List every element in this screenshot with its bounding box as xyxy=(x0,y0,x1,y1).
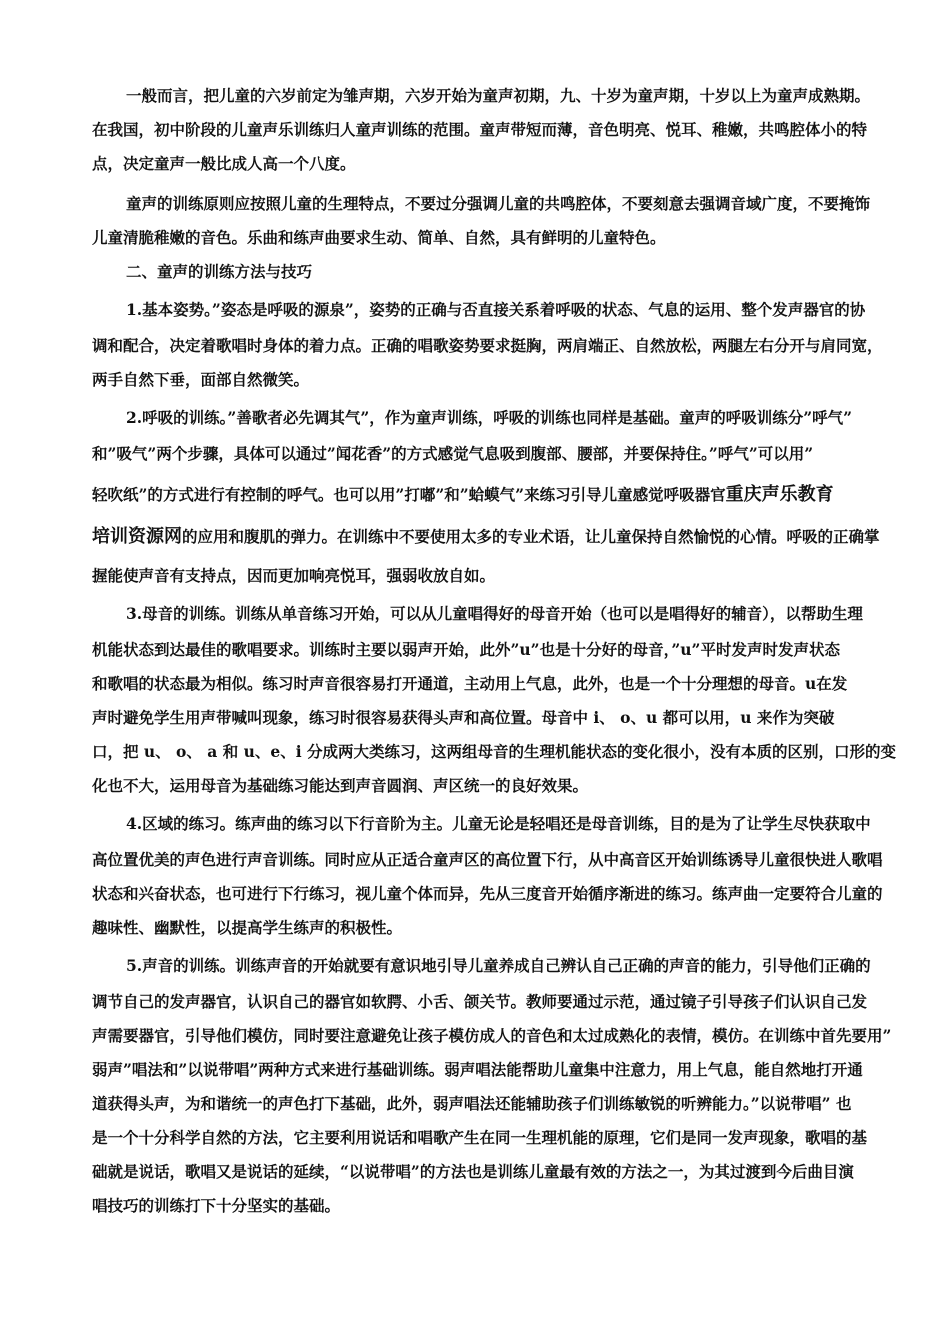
paragraph-6-line-3: 状态和兴奋状态，也可进行下行练习，视儿童个体而异，先从三度音开始循序渐进的练习。练声曲一定要符合儿童的 xyxy=(92,884,883,903)
paragraph-1-line-1: 一般而言，把儿童的六岁前定为雏声期，六岁开始为童声初期，九、十岁为童声期，十岁以上为童声成熟期。 xyxy=(126,86,871,105)
paragraph-2-line-1: 童声的训练原则应按照儿童的生理特点，不要过分强调儿童的共鸣腔体，不要刻意去强调音域广度，不要掩饰 xyxy=(126,194,871,213)
paragraph-5-line-1: 3.母音的训练。训练从单音练习开始，可以从儿童唱得好的母音开始（也可以是唱得好的辅音），以帮助生理 xyxy=(126,604,863,623)
paragraph-4-line-3-text: 轻吹纸”的方式进行有控制的呼气。也可以用”打嘟”和”蛤蟆气”来练习引导儿童感觉呼吸器官 xyxy=(92,485,726,504)
paragraph-1-line-3: 点，决定童声一般比成人高一个八度。 xyxy=(92,154,356,173)
watermark-part-2: 培训资源网 xyxy=(92,526,182,547)
paragraph-6-line-4: 趣味性、幽默性，以提高学生练声的积极性。 xyxy=(92,918,403,937)
paragraph-4-line-5: 握能使声音有支持点，因而更加响亮悦耳，强弱收放自如。 xyxy=(92,566,496,585)
paragraph-7-line-7: 础就是说话，歌唱又是说话的延续，“以说带唱”的方法也是训练儿童最有效的方法之一，为其过渡到今后曲目演 xyxy=(92,1162,854,1181)
paragraph-1-line-2: 在我国，初中阶段的儿童声乐训练归人童声训练的范围。童声带短而薄，音色明亮、悦耳、稚嫩，共鸣腔体小的特 xyxy=(92,120,868,139)
paragraph-4-line-1: 2.呼吸的训练。”善歌者必先调其气”，作为童声训练，呼吸的训练也同样是基础。童声的呼吸训练分”呼气” xyxy=(126,408,853,427)
paragraph-7-line-8: 唱技巧的训练打下十分坚实的基础。 xyxy=(92,1196,341,1215)
paragraph-5-line-3: 和歌唱的状态最为相似。练习时声音很容易打开通道，主动用上气息，此外，也是一个十分理想的母音。u在发 xyxy=(92,674,848,693)
paragraph-7-line-2: 调节自己的发声器官，认识自己的器官如软腭、小舌、颌关节。教师要通过示范，通过镜子引导孩子们认识自己发 xyxy=(92,992,868,1011)
paragraph-4-line-2: 和”吸气”两个步骤，具体可以通过”闻花香”的方式感觉气息吸到腹部、腰部，并要保持住。”呼气”可以用” xyxy=(92,444,814,463)
paragraph-5-line-4: 声时避免学生用声带喊叫现象，练习时很容易获得头声和高位置。母音中 i、 o、u 都可以用，u 来作为突破 xyxy=(92,708,835,727)
watermark-part-1: 重庆声乐教育 xyxy=(725,484,834,505)
paragraph-3-line-2: 调和配合，决定着歌唱时身体的着力点。正确的唱歌姿势要求挺胸，两肩端正、自然放松，两腿左右分开与肩同宽， xyxy=(92,336,883,355)
section-heading: 二、童声的训练方法与技巧 xyxy=(126,262,313,281)
paragraph-5-line-5: 口，把 u、 o、 a 和 u、e、i 分成两大类练习，这两组母音的生理机能状态的变化很小，没有本质的区别，口形的变 xyxy=(92,742,897,761)
paragraph-4-line-3 xyxy=(92,485,834,507)
paragraph-3-line-1: 1.基本姿势。”姿态是呼吸的源泉”，姿势的正确与否直接关系着呼吸的状态、气息的运用、整个发声器官的协 xyxy=(126,300,866,319)
paragraph-4-line-4-text: 的应用和腹肌的弹力。在训练中不要使用太多的专业术语，让儿童保持自然愉悦的心情。呼吸的正确掌 xyxy=(182,527,880,546)
paragraph-6-line-1: 4.区域的练习。练声曲的练习以下行音阶为主。儿童无论是轻唱还是母音训练，目的是为了让学生尽快获取中 xyxy=(126,814,871,833)
paragraph-5-line-6: 化也不大，运用母音为基础练习能达到声音圆润、声区统一的良好效果。 xyxy=(92,776,589,795)
paragraph-4-line-4 xyxy=(92,527,880,549)
paragraph-6-line-2: 高位置优美的声色进行声音训练。同时应从正适合童声区的高位置下行，从中高音区开始训练诱导儿童很快进人歌唱 xyxy=(92,850,883,869)
paragraph-7-line-3: 声需要器官，引导他们模仿，同时要注意避免让孩子模仿成人的音色和太过成熟化的表情，模仿。在训练中首先要用” xyxy=(92,1026,892,1045)
paragraph-7-line-6: 是一个十分科学自然的方法，它主要利用说话和唱歌产生在同一生理机能的原理，它们是同一发声现象，歌唱的基 xyxy=(92,1128,868,1147)
paragraph-5-line-2: 机能状态到达最佳的歌唱要求。训练时主要以弱声开始，此外”u”也是十分好的母音，”u”平时发声时发声状态 xyxy=(92,640,840,659)
paragraph-7-line-5: 道获得头声，为和谐统一的声色打下基础，此外，弱声唱法还能辅助孩子们训练敏锐的听辨能力。”以说带唱” 也 xyxy=(92,1094,852,1113)
paragraph-2-line-2: 儿童清脆稚嫩的音色。乐曲和练声曲要求生动、简单、自然，具有鲜明的儿童特色。 xyxy=(92,228,666,247)
paragraph-7-line-4: 弱声”唱法和”以说带唱”两种方式来进行基础训练。弱声唱法能帮助儿童集中注意力，用上气息，能自然地打开通 xyxy=(92,1060,863,1079)
paragraph-3-line-3: 两手自然下垂，面部自然微笑。 xyxy=(92,370,310,389)
paragraph-7-line-1: 5.声音的训练。训练声音的开始就要有意识地引导儿童养成自己辨认自己正确的声音的能力，引导他们正确的 xyxy=(126,956,871,975)
